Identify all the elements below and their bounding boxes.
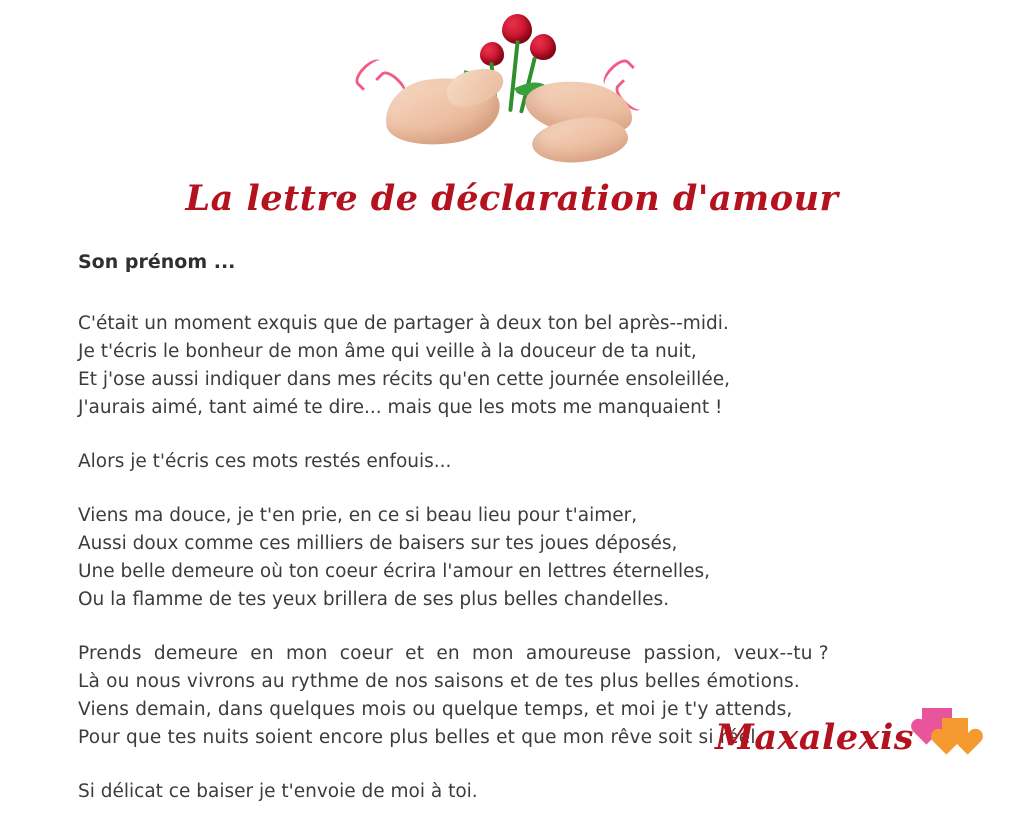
letter-line: Aussi doux comme ces milliers de baisers sur tes joues déposés, — [78, 533, 678, 554]
stanza-3 — [78, 502, 958, 614]
stanza-2 — [78, 448, 958, 476]
letter-line: Alors je t'écris ces mots restés enfouis... — [78, 451, 452, 472]
letter-line: C'était un moment exquis que de partager à deux ton bel après--midi. — [78, 313, 729, 334]
letter-line: Une belle demeure où ton coeur écrira l'amour en lettres éternelles, — [78, 561, 711, 582]
letter-line: Viens demain, dans quelques mois ou quelque temps, et moi je t'y attends, — [78, 699, 793, 720]
salutation: Son prénom ... — [78, 251, 236, 273]
stanza-1 — [78, 310, 958, 422]
letter-line: Et j'ose aussi indiquer dans mes récits qu'en cette journée ensoleillée, — [78, 369, 730, 390]
letter-line: Ou la flamme de tes yeux brillera de ses plus belles chandelles. — [78, 589, 670, 610]
letter-line: Pour que tes nuits soient encore plus belles et que mon rêve soit si réel. — [78, 727, 762, 748]
letter-line: Là ou nous vivrons au rythme de nos saisons et de tes plus belles émotions. — [78, 671, 800, 692]
page-title: La lettre de déclaration d'amour — [185, 178, 839, 219]
rose-stem-1 — [508, 40, 520, 112]
hands-with-roses-illustration — [350, 8, 670, 178]
letter-line: Je t'écris le bonheur de mon âme qui veille à la douceur de ta nuit, — [78, 341, 697, 362]
stanza-5 — [78, 778, 958, 806]
signature: Maxalexis — [715, 717, 914, 758]
letter-line: Si délicat ce baiser je t'envoie de moi à toi. — [78, 781, 478, 802]
signature-hearts-icon — [922, 704, 982, 756]
letter-line: J'aurais aimé, tant aimé te dire... mais que les mots me manquaient ! — [78, 397, 723, 418]
letter-line: Prends demeure en mon coeur et en mon amoureuse passion, veux--tu ? — [78, 643, 829, 664]
heart-orange-icon — [942, 718, 968, 744]
letter-line: Viens ma douce, je t'en prie, en ce si beau lieu pour t'aimer, — [78, 505, 638, 526]
